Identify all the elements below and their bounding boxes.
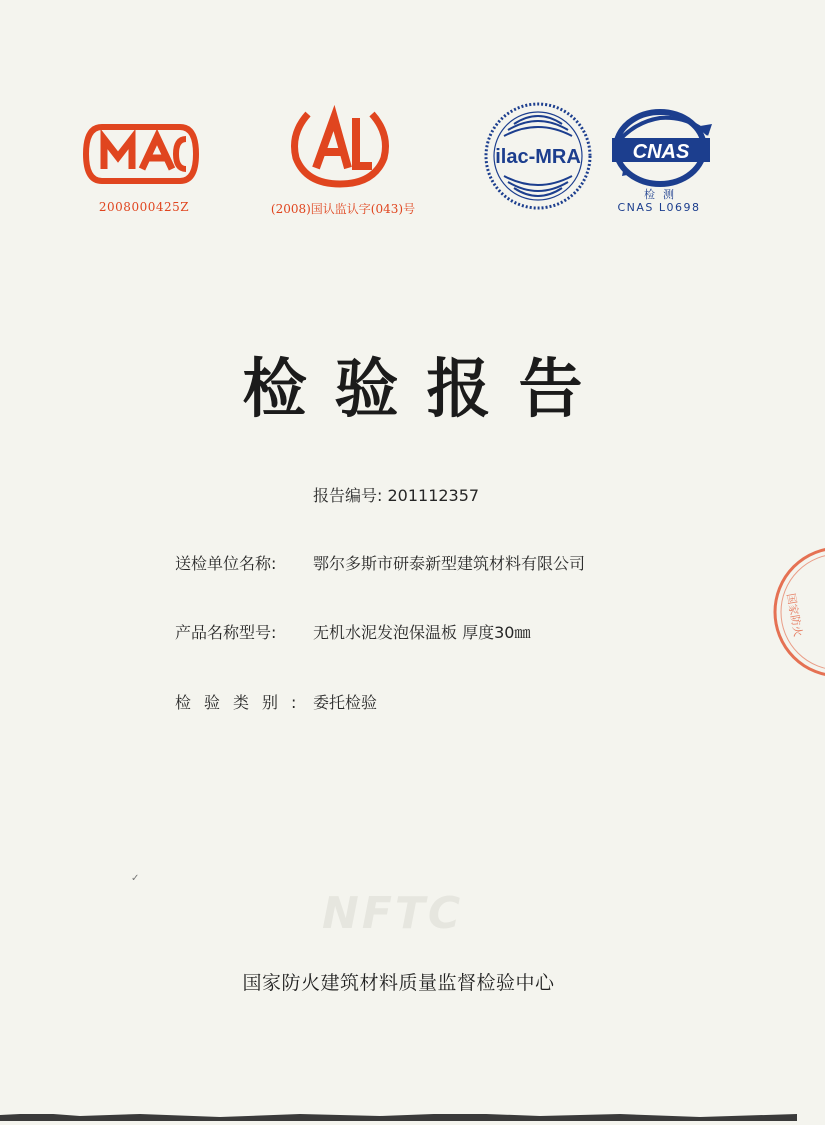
ilac-text: ilac-MRA <box>495 146 581 168</box>
field-value: 委托检验 <box>313 693 378 712</box>
field-value: 无机水泥发泡保温板 厚度30㎜ <box>313 623 531 642</box>
cnas-caption <box>604 188 714 214</box>
cnas-sub-label: 检测 <box>644 188 682 201</box>
field-label: 产品名称型号: <box>175 623 277 642</box>
cma-logo <box>82 123 200 185</box>
cnas-number: CNAS L0698 <box>617 201 701 214</box>
cnas-text: CNAS <box>632 141 690 163</box>
svg-text:国家防火: 国家防火 <box>784 592 805 638</box>
ilac-mra-logo <box>482 100 594 212</box>
cma-code: 2008000425Z <box>98 200 190 214</box>
report-number: 报告编号: 201112357 <box>313 486 480 505</box>
field-label: 检验类别: <box>175 693 310 712</box>
scan-edge <box>0 1106 797 1116</box>
cnas-logo <box>604 104 716 188</box>
field-label: 送检单位名称: <box>175 554 277 573</box>
document-title: 检验报告 <box>242 353 611 427</box>
field-value: 鄂尔多斯市研泰新型建筑材料有限公司 <box>313 554 586 573</box>
cal-logo <box>288 104 392 188</box>
cal-code: (2008)国认监认字(043)号 <box>270 202 416 216</box>
scan-mark: ✓ <box>131 873 140 884</box>
nftc-watermark: NFTC <box>322 888 464 939</box>
partial-seal-stamp <box>767 542 805 682</box>
issuer-name: 国家防火建筑材料质量监督检验中心 <box>242 972 555 994</box>
